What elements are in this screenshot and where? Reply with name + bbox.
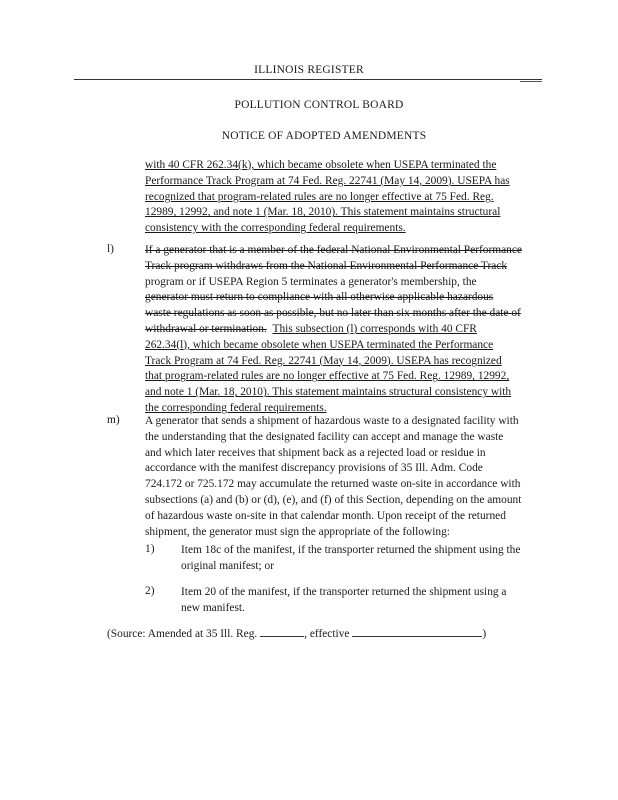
text-line: Item 20 of the manifest, if the transporter returned the shipment using a	[181, 586, 507, 598]
text-line: that program-related rules are no longer effective at 75 Fed. Reg. 12989, 12992,	[145, 370, 510, 383]
item-1-label: 1)	[145, 543, 155, 555]
text-line: consistency with the corresponding federal requirements.	[145, 222, 406, 235]
text-line: and note 1 (Mar. 18, 2010). This statement maintains structural consistency with	[145, 386, 512, 399]
text-line: Item 18c of the manifest, if the transporter returned the shipment using the	[181, 544, 521, 556]
text-line: recognized that program-related rules are no longer effective at 75 Fed. Reg.	[145, 190, 494, 203]
section-m-paragraph	[145, 414, 521, 540]
struck-line: generator must return to compliance with all otherwise applicable hazardous	[145, 291, 494, 304]
item-2-label: 2)	[145, 585, 155, 597]
board-title: POLLUTION CONTROL BOARD	[234, 99, 404, 111]
text-line: 262.34(l), which became obsolete when USEPA terminated the Performance	[145, 338, 494, 351]
text-line: A generator that sends a shipment of hazardous waste to a designated facility with	[145, 415, 519, 427]
item-2-paragraph	[181, 585, 507, 617]
text-line: 724.172 or 725.172 may accumulate the returned waste on-site in accordance with	[145, 478, 521, 491]
text-line: shipment, the generator must sign the appropriate of the following:	[145, 525, 450, 538]
section-l-paragraph	[145, 243, 522, 417]
struck-line: Track program withdraws from the National Environmental Performance Track	[145, 259, 508, 272]
underlined-segment: This subsection (l) corresponds with 40 CFR	[272, 322, 477, 335]
header-rule	[74, 79, 542, 80]
notice-title: NOTICE OF ADOPTED AMENDMENTS	[221, 130, 427, 142]
text-line: accordance with the manifest discrepancy provisions of 35 Ill. Adm. Code	[145, 462, 483, 475]
text-line: program or if USEPA Region 5 terminates a generator's membership, the	[145, 275, 477, 288]
continuation-paragraph	[145, 158, 510, 237]
text-line: 12989, 12992, and note 1 (Mar. 18, 2010). This statement maintains structural	[145, 206, 501, 219]
register-title: ILLINOIS REGISTER	[254, 64, 364, 76]
struck-line: waste regulations as soon as possible, but no later than six months after the date of	[145, 307, 521, 320]
text-line: the corresponding federal requirements.	[145, 401, 327, 414]
text-line: original manifest; or	[181, 559, 274, 572]
text-line: Track Program at 74 Fed. Reg. 22741 (May 14, 2009). USEPA has recognized	[145, 354, 502, 367]
source-suffix: )	[482, 628, 487, 640]
text-line: new manifest.	[181, 601, 245, 614]
item-1-paragraph	[181, 543, 520, 575]
text-line: subsections (a) and (b) or (d), (e), and (f) of this Section, depending on the amount	[145, 493, 522, 506]
section-m-label: m)	[107, 414, 120, 426]
source-middle: , effective	[304, 628, 350, 640]
text-line: of hazardous waste on-site in that calendar month. Upon receipt of the returned	[145, 509, 506, 522]
effective-date-blank	[352, 626, 482, 637]
source-prefix: (Source: Amended at 35 Ill. Reg.	[107, 628, 258, 640]
text-line: and which later receives that shipment back as a rejected load or residue in	[145, 446, 486, 459]
section-l-label: l)	[107, 243, 114, 255]
text-line: the understanding that the designated facility can accept and manage the waste	[145, 430, 504, 443]
text-line: with 40 CFR 262.34(k), which became obsolete when USEPA terminated the	[145, 159, 497, 171]
struck-line: If a generator that is a member of the federal National Environmental Performance	[145, 244, 522, 256]
source-note	[107, 626, 486, 640]
reg-page-blank	[260, 626, 304, 637]
struck-segment: withdrawal or termination.	[145, 322, 267, 335]
header-rule-tail	[520, 81, 542, 82]
text-line: Performance Track Program at 74 Fed. Reg. 22741 (May 14, 2009). USEPA has	[145, 174, 510, 187]
